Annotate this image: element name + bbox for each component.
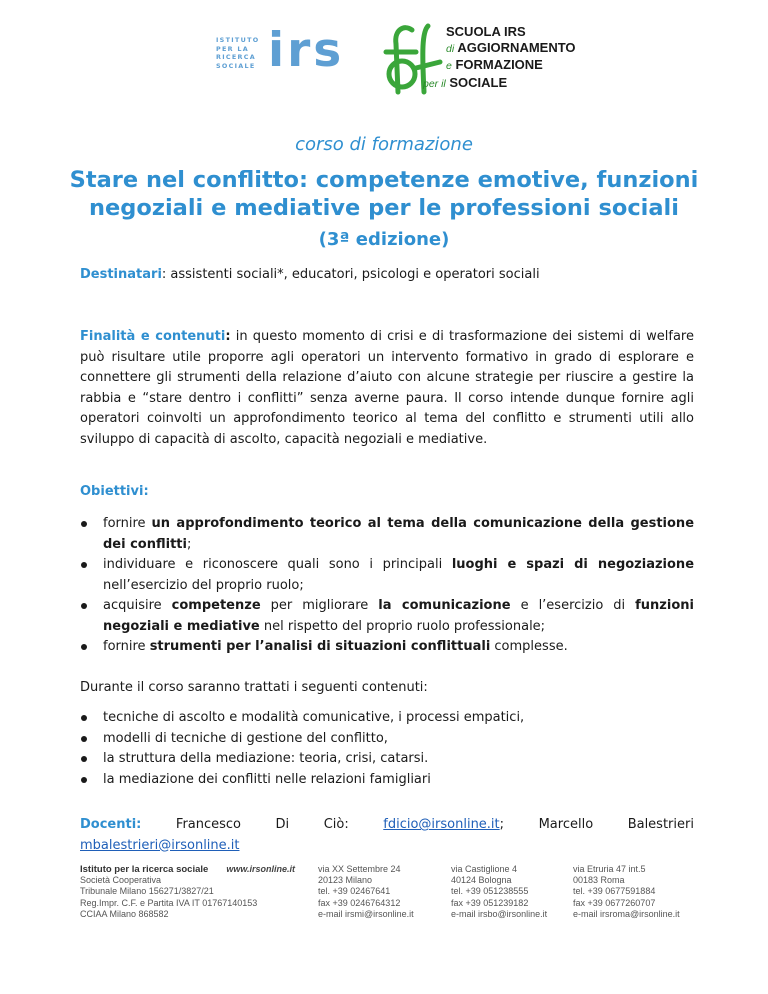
list-item: modelli di tecniche di gestione del conflitto,: [80, 729, 694, 750]
footer-org-line: Società Cooperativa: [80, 875, 162, 886]
irs-logo-line: PER LA: [216, 44, 250, 53]
footer-roma-address: [573, 864, 680, 920]
footer-org-line: CCIAA Milano 868582: [80, 908, 169, 919]
footer-address-line: 00183 Roma: [573, 875, 625, 886]
irs-logo-line: ISTITUTO: [216, 36, 260, 44]
docente-2-first-name: Marcello: [538, 817, 594, 832]
contenuti-intro: Durante il corso saranno trattati i seguenti contenuti:: [80, 680, 428, 695]
footer-address-line: tel. +39 051238555: [451, 886, 529, 897]
course-title: Stare nel conflitto: competenze emotive, funzioni negoziali e mediative per le professioni sociali: [69, 167, 699, 221]
list-item: individuare e riconoscere quali sono i principali luoghi e spazi di negoziazione nell’esercizio del proprio ruolo;: [80, 555, 694, 596]
list-item: fornire un approfondimento teorico al tema della comunicazione della gestione dei conflitti;: [80, 514, 694, 555]
footer-org-line: Tribunale Milano 156271/3827/21: [80, 886, 214, 897]
scuola-line: e FORMAZIONE: [446, 57, 543, 73]
scuola-irs-text: [423, 24, 576, 92]
docenti-section: [80, 815, 694, 856]
docente-1-last-name: Ciò:: [323, 817, 349, 832]
footer-website-link[interactable]: www.irsonline.it: [226, 864, 295, 874]
obiettivi-list: [80, 514, 694, 658]
footer-address-line: via Etruria 47 int.5: [573, 864, 646, 874]
footer-address-line: e-mail irsbo@irsonline.it: [451, 908, 548, 919]
footer-bologna-address: [451, 864, 547, 920]
footer-address-line: via XX Settembre 24: [318, 864, 401, 874]
footer-address-line: e-mail irsmi@irsonline.it: [318, 908, 414, 919]
list-item: tecniche di ascolto e modalità comunicative, i processi empatici,: [80, 708, 694, 729]
finalita-text: in questo momento di crisi e di trasformazione dei sistemi di welfare può risultare utile proporre agli operatori un intervento formativo in grado di esplorare e connettere gli strumenti della relazione d’aiuto con alcune strategie per riuscire a gestire la rabbia e “stare dentro i conflitti” senza averne paura. Il corso intende dunque fornire agli operatori coinvolti un approfondimento teorico al tema del conflitto e strumenti utili allo sviluppo di capacità di ascolto, capacità negoziali e mediative.: [80, 329, 694, 447]
list-item: la struttura della mediazione: teoria, crisi, catarsi.: [80, 749, 694, 770]
list-item: la mediazione dei conflitti nelle relazioni famigliari: [80, 770, 694, 791]
scuola-line: SCUOLA IRS: [446, 24, 526, 39]
docente-1-email-link[interactable]: fdicio@irsonline.it: [383, 817, 500, 832]
footer-address-line: 20123 Milano: [318, 875, 373, 886]
course-edition: (3ª edizione): [318, 229, 450, 250]
irs-logo-line: RICERCA: [216, 53, 257, 62]
finalita-paragraph: [80, 327, 694, 450]
footer-address-line: 40124 Bologna: [451, 875, 512, 886]
footer-address-line: via Castiglione 4: [451, 864, 518, 874]
obiettivi-heading: [80, 482, 694, 503]
scuola-line: di AGGIORNAMENTO: [446, 39, 576, 55]
obiettivi-label: Obiettivi:: [80, 484, 149, 499]
irs-logo-wordmark: irs: [268, 23, 345, 78]
finalita-colon: :: [225, 329, 231, 344]
docenti-row: [80, 815, 694, 836]
docente-2-last-name: Balestrieri: [627, 817, 694, 832]
footer-org-name: Istituto per la ricerca sociale: [80, 864, 209, 875]
contenuti-list: [80, 708, 694, 790]
list-item: fornire strumenti per l’analisi di situazioni conflittuali complesse.: [80, 637, 694, 658]
scuola-line: per il SOCIALE: [423, 74, 508, 90]
contenuti-section: [80, 708, 694, 790]
footer-address-line: tel. +39 0677591884: [573, 886, 656, 897]
footer-address-line: tel. +39 02467641: [318, 886, 391, 897]
footer-org-block: [80, 864, 295, 920]
footer-address-line: fax +39 0677260707: [573, 897, 656, 908]
course-type-subtitle: corso di formazione: [295, 134, 473, 155]
footer-address-line: fax +39 0246764312: [318, 897, 401, 908]
footer-milano-address: [318, 864, 414, 920]
docenti-label: Docenti:: [80, 817, 142, 832]
irs-logo-line: SOCIALE: [216, 61, 256, 70]
footer-address-line: fax +39 051239182: [451, 897, 529, 908]
footer-address-line: e-mail irsroma@irsonline.it: [573, 908, 680, 919]
destinatari-text: : assistenti sociali*, educatori, psicologi e operatori sociali: [161, 267, 540, 282]
destinatari-paragraph: [80, 265, 694, 286]
destinatari-label: Destinatari: [80, 267, 162, 282]
docente-1-email-group: fdicio@irsonline.it;: [383, 817, 505, 832]
footer-org-line: Reg.Impr. C.F. e Partita IVA IT 01767140153: [80, 897, 258, 908]
irs-logo-small-text: [216, 36, 259, 70]
docente-1-first-name: Francesco: [175, 817, 242, 832]
docenti-row-2: [80, 836, 694, 857]
finalita-label: Finalità e contenuti: [80, 329, 226, 344]
list-item: acquisire competenze per migliorare la comunicazione e l’esercizio di funzioni negoziali e mediative nel rispetto del proprio ruolo professionale;: [80, 596, 694, 637]
docente-1-middle-name: Di: [275, 817, 290, 832]
obiettivi-section: [80, 514, 694, 658]
docente-2-email-link[interactable]: mbalestrieri@irsonline.it: [80, 837, 240, 853]
